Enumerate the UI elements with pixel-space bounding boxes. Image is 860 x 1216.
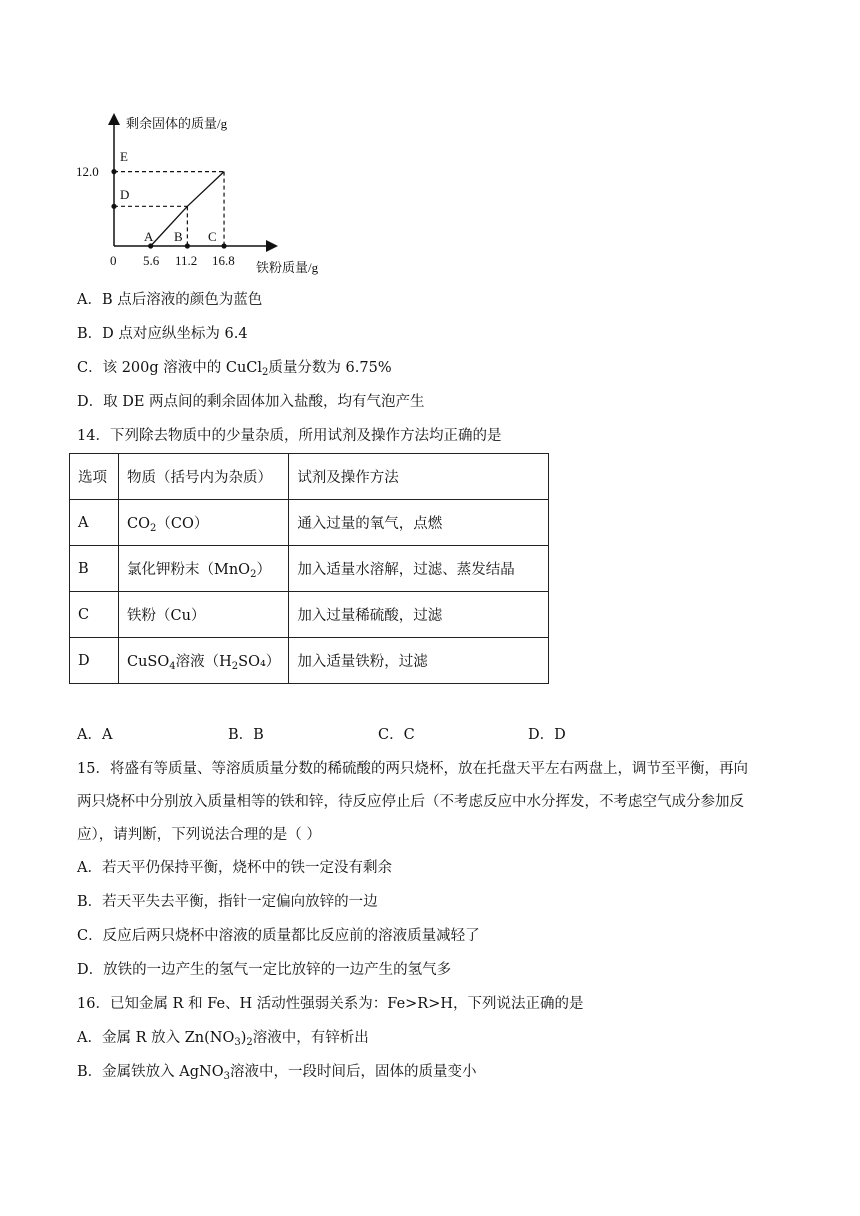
row-option: B — [70, 546, 119, 592]
q15-stem-line1: 15．将盛有等质量、等溶质质量分数的稀硫酸的两只烧杯，放在托盘天平左右两盘上，调节至平衡，再向 — [77, 761, 748, 777]
row-method: 加入适量铁粉，过滤 — [289, 638, 549, 684]
point-c-dot — [221, 243, 226, 248]
row-method: 加入过量稀硫酸，过滤 — [289, 592, 549, 638]
point-label-c: C — [208, 229, 217, 244]
q13-option-a: A．B 点后溶液的颜色为蓝色 — [77, 292, 263, 308]
row-option: D — [70, 638, 119, 684]
point-e-dot — [111, 169, 116, 174]
q16-option-a: A．金属 R 放入 $Zn(NO_3)_2$溶液中，有锌析出 — [77, 1030, 369, 1048]
x-tick-5-6: 5.6 — [143, 253, 160, 268]
point-label-d: D — [120, 187, 130, 202]
table-row — [70, 500, 549, 546]
q14-choice-a: A．A — [77, 727, 113, 743]
data-line-segment — [187, 172, 224, 207]
q14-stem: 14．下列除去物质中的少量杂质，所用试剂及操作方法均正确的是 — [77, 428, 502, 444]
table-header-row — [70, 454, 549, 500]
row-method: 加入适量水溶解，过滤、蒸发结晶 — [289, 546, 549, 592]
point-label-a: A — [144, 229, 154, 244]
q15-stem-line3: 应），请判断，下列说法合理的是（ ） — [77, 827, 321, 843]
point-label-b: B — [174, 229, 183, 244]
point-label-e: E — [120, 149, 128, 164]
row-option: A — [70, 500, 119, 546]
y-tick-12: 12.0 — [76, 164, 99, 179]
point-d-dot — [111, 204, 116, 209]
row-substance: 氯化钾粉末（MnO$_2$） — [119, 546, 289, 592]
q14-choice-b: B．B — [228, 727, 264, 743]
row-substance: 铁粉（Cu） — [119, 592, 289, 638]
x-tick-11-2: 11.2 — [175, 253, 198, 268]
q14-choice-c: C．C — [378, 727, 415, 743]
header-substance: 物质（括号内为杂质） — [119, 454, 289, 500]
x-axis-label: 铁粉质量/g — [256, 260, 319, 275]
q16-stem: 16．已知金属 R 和 Fe、H 活动性强弱关系为：Fe>R>H，下列说法正确的是 — [77, 996, 584, 1012]
q15-option-b: B．若天平失去平衡，指针一定偏向放锌的一边 — [77, 894, 378, 910]
table-row — [70, 638, 549, 684]
q14-choice-d: D．D — [528, 727, 566, 743]
q15-stem-line2: 两只烧杯中分别放入质量相等的铁和锌，待反应停止后（不考虑反应中水分挥发，不考虑空气成分参加反 — [77, 794, 744, 810]
q13-option-b: B．D 点对应纵坐标为 6.4 — [77, 326, 248, 342]
q15-option-a: A．若天平仍保持平衡，烧杯中的铁一定没有剩余 — [77, 860, 392, 876]
point-b-dot — [185, 243, 190, 248]
x-tick-16-8: 16.8 — [212, 253, 235, 268]
table-row — [70, 592, 549, 638]
table-row — [70, 546, 549, 592]
origin-label: 0 — [110, 253, 117, 268]
row-substance: CuSO$_4$溶液$(H_2SO_4)$ — [119, 638, 289, 684]
row-option: C — [70, 592, 119, 638]
header-option: 选项 — [70, 454, 119, 500]
mass-chart — [70, 108, 370, 283]
q14-table — [69, 453, 549, 684]
q16-option-b: B．金属铁放入 AgNO$_3$溶液中，一段时间后，固体的质量变小 — [77, 1064, 477, 1082]
row-method: 通入过量的氧气，点燃 — [289, 500, 549, 546]
y-axis-label: 剩余固体的质量/g — [126, 116, 228, 131]
header-method: 试剂及操作方法 — [289, 454, 549, 500]
q13-option-c: C．该 200g 溶液中的 CuCl$_2$质量分数为 6.75% — [77, 360, 392, 378]
q15-option-d: D．放铁的一边产生的氢气一定比放锌的一边产生的氢气多 — [77, 962, 452, 978]
q15-option-c: C．反应后两只烧杯中溶液的质量都比反应前的溶液质量减轻了 — [77, 928, 480, 944]
point-a-dot — [148, 243, 153, 248]
q13-option-d: D．取 DE 两点间的剩余固体加入盐酸，均有气泡产生 — [77, 394, 425, 410]
row-substance: $CO_2(CO)$ — [119, 500, 289, 546]
